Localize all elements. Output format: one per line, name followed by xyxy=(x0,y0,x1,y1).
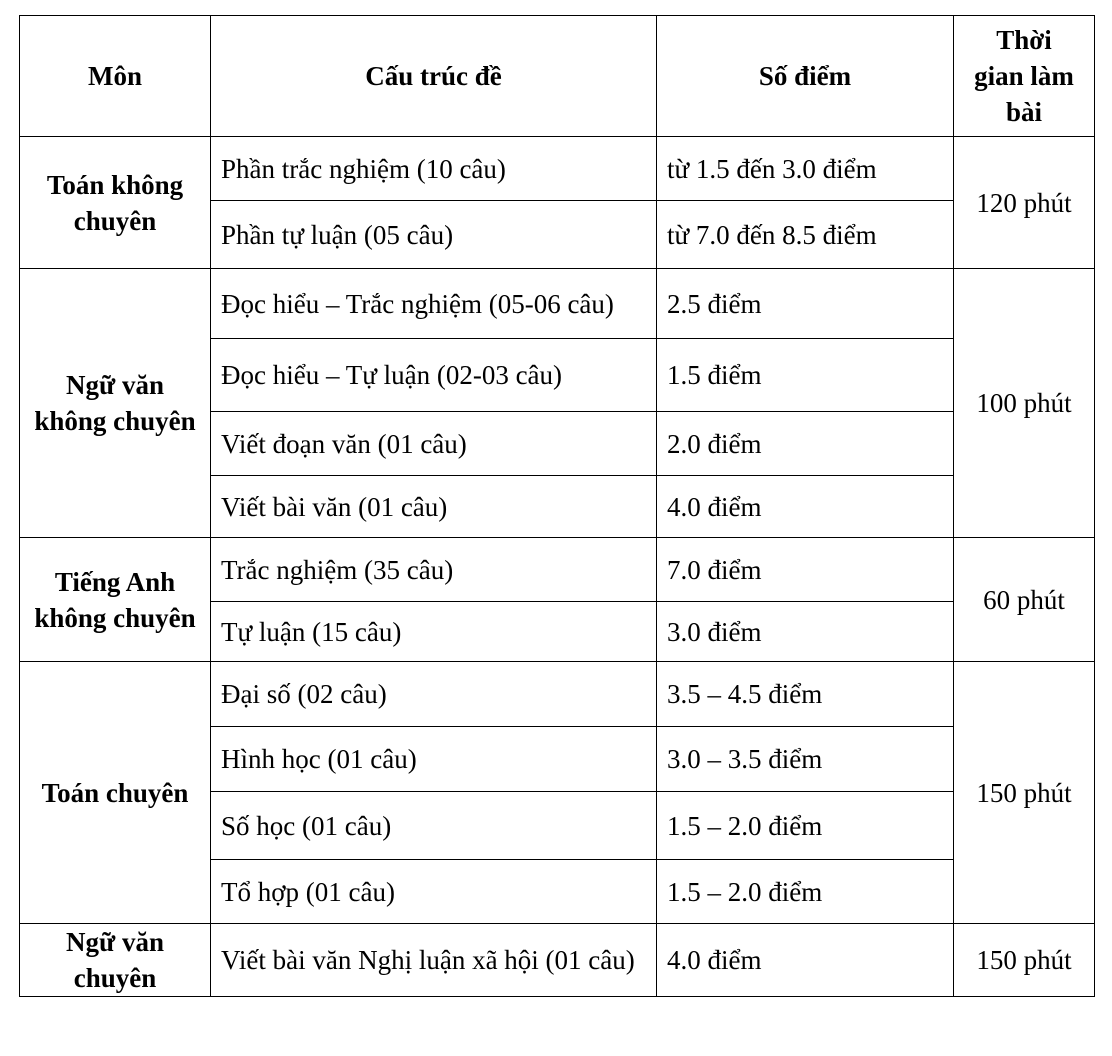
score-cell: 1.5 điểm xyxy=(657,339,954,412)
part-cell: Viết bài văn (01 câu) xyxy=(211,476,657,538)
part-cell: Trắc nghiệm (35 câu) xyxy=(211,538,657,602)
header-structure: Cấu trúc đề xyxy=(211,16,657,137)
header-time-line1: Thời xyxy=(996,25,1052,55)
header-time xyxy=(954,16,1095,137)
score-cell: 3.0 – 3.5 điểm xyxy=(657,727,954,792)
part-cell: Tổ hợp (01 câu) xyxy=(211,860,657,924)
time-cell: 150 phút xyxy=(954,924,1095,997)
time-cell: 150 phút xyxy=(954,662,1095,924)
part-cell: Hình học (01 câu) xyxy=(211,727,657,792)
header-row xyxy=(20,16,1095,137)
part-cell: Đọc hiểu – Trắc nghiệm (05-06 câu) xyxy=(211,269,657,339)
part-cell: Tự luận (15 câu) xyxy=(211,602,657,662)
part-cell: Viết đoạn văn (01 câu) xyxy=(211,412,657,476)
table-row xyxy=(20,137,1095,201)
score-cell: 2.0 điểm xyxy=(657,412,954,476)
table-row xyxy=(20,538,1095,602)
part-cell: Viết bài văn Nghị luận xã hội (01 câu) xyxy=(211,924,657,997)
time-cell: 100 phút xyxy=(954,269,1095,538)
score-cell: 1.5 – 2.0 điểm xyxy=(657,792,954,860)
subject-cell: Toán không chuyên xyxy=(20,137,211,269)
score-cell: 2.5 điểm xyxy=(657,269,954,339)
header-score: Số điểm xyxy=(657,16,954,137)
score-cell: 4.0 điểm xyxy=(657,476,954,538)
exam-structure-table xyxy=(19,15,1095,997)
score-cell: 7.0 điểm xyxy=(657,538,954,602)
score-cell: 3.5 – 4.5 điểm xyxy=(657,662,954,727)
table-row xyxy=(20,662,1095,727)
score-cell: từ 7.0 đến 8.5 điểm xyxy=(657,201,954,269)
header-time-line3: bài xyxy=(1005,97,1043,127)
subject-cell: Ngữ văn chuyên xyxy=(20,924,211,997)
header-time-line2: gian làm xyxy=(974,61,1074,91)
subject-cell: Toán chuyên xyxy=(20,662,211,924)
subject-cell: Tiếng Anh không chuyên xyxy=(20,538,211,662)
score-cell: 3.0 điểm xyxy=(657,602,954,662)
table-row xyxy=(20,924,1095,997)
part-cell: Phần tự luận (05 câu) xyxy=(211,201,657,269)
part-cell: Đại số (02 câu) xyxy=(211,662,657,727)
time-cell: 120 phút xyxy=(954,137,1095,269)
part-cell: Phần trắc nghiệm (10 câu) xyxy=(211,137,657,201)
part-cell: Đọc hiểu – Tự luận (02-03 câu) xyxy=(211,339,657,412)
score-cell: 1.5 – 2.0 điểm xyxy=(657,860,954,924)
header-subject: Môn xyxy=(20,16,211,137)
table-row xyxy=(20,269,1095,339)
part-cell: Số học (01 câu) xyxy=(211,792,657,860)
score-cell: 4.0 điểm xyxy=(657,924,954,997)
subject-cell: Ngữ văn không chuyên xyxy=(20,269,211,538)
score-cell: từ 1.5 đến 3.0 điểm xyxy=(657,137,954,201)
time-cell: 60 phút xyxy=(954,538,1095,662)
